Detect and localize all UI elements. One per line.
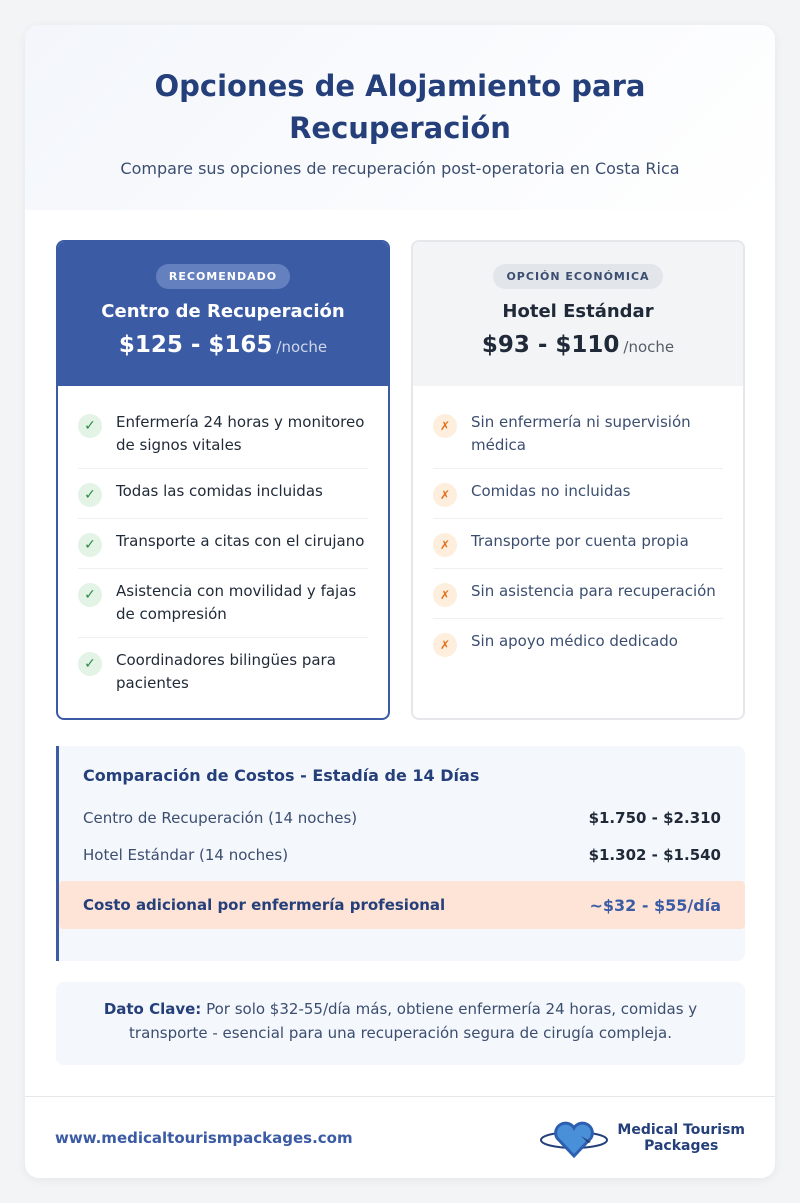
feature-item [78,519,368,569]
feature-text: Sin asistencia para recuperación [471,582,716,600]
check-icon: ✓ [78,583,102,607]
header [25,25,775,210]
feature-text: Transporte por cuenta propia [471,532,689,550]
feature-item [433,569,723,619]
option-price: $93 - $110 /noche [481,332,675,358]
cost-comparison [56,746,745,961]
check-icon: ✓ [78,483,102,507]
feature-text: Todas las comidas incluidas [116,482,323,500]
footer [25,1096,775,1178]
option-name: Centro de Recuperación [101,301,345,322]
cross-icon: ✗ [433,483,457,507]
logo: Medical Tourism Packages [539,1118,745,1158]
check-icon: ✓ [78,533,102,557]
feature-text: Comidas no incluidas [471,482,631,500]
feature-text: Asistencia con movilidad y fajas de compresión [116,582,357,623]
feature-item [433,469,723,519]
feature-item [78,400,368,469]
feature-item [433,400,723,469]
feature-item [433,619,723,668]
infographic-card [25,25,775,1178]
check-icon: ✓ [78,414,102,438]
cross-icon: ✗ [433,583,457,607]
feature-text: Sin apoyo médico dedicado [471,632,678,650]
cross-icon: ✗ [433,414,457,438]
feature-item [78,638,368,706]
cross-icon: ✗ [433,533,457,557]
page-subtitle: Compare sus opciones de recuperación post-operatoria en Costa Rica [120,159,680,178]
feature-item [433,519,723,569]
feature-item [78,469,368,519]
comparison-title: Comparación de Costos - Estadía de 14 Días [83,766,480,785]
option-card-standard-hotel [411,240,745,720]
feature-text: Transporte a citas con el cirujano [116,532,365,550]
comparison-row: Centro de Recuperación (14 noches) $1.750 - $2.310 [83,808,721,827]
page-title: Opciones de Alojamiento para Recuperación [154,69,646,145]
option-name: Hotel Estándar [502,301,654,322]
budget-badge: OPCIÓN ECONÓMICA [493,264,662,289]
option-price: $125 - $165 /noche [118,332,328,358]
check-icon: ✓ [78,652,102,676]
heart-plane-logo-icon [539,1118,609,1158]
feature-text: Coordinadores bilingües para pacientes [116,651,336,692]
comparison-row: Hotel Estándar (14 noches) $1.302 - $1.540 [83,845,721,864]
key-fact: Dato Clave: Por solo $32-55/día más, obtiene enfermería 24 horas, comidas y transporte - esencial para una recuperación segura de cirugía compleja. [56,982,745,1065]
comparison-highlight-row: Costo adicional por enfermería profesional ~$32 - $55/día [59,881,745,929]
website-link[interactable]: www.medicaltourismpackages.com [55,1128,353,1147]
feature-item [78,569,368,638]
option-card-recovery-center [56,240,390,720]
feature-text: Sin enfermería ni supervisión médica [471,413,691,454]
recommended-badge: RECOMENDADO [156,264,290,289]
feature-text: Enfermería 24 horas y monitoreo de signos vitales [116,413,365,454]
cross-icon: ✗ [433,633,457,657]
